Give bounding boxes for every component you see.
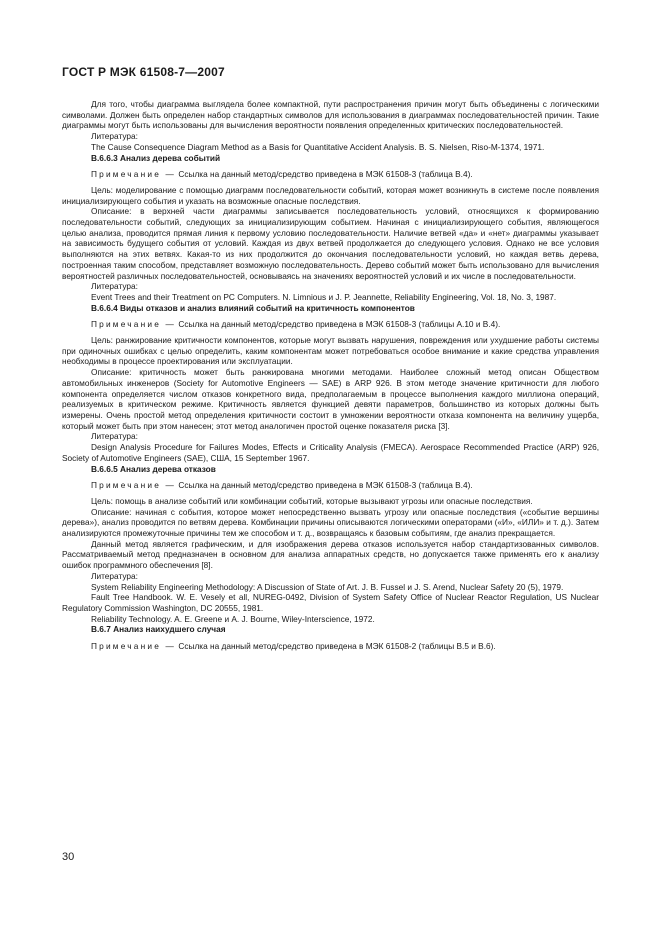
paragraph: Цель: ранжирование критичности компонентов, которые могут вызвать нарушения, повреждения или ухудшение работы системы при одиночных ошибках с целью определить, каким компонентам может потребоваться особое внимание и какие средства управления необходимы в процессе проектирования или эксплуатации. [62, 335, 599, 367]
note-text: Ссылка на данный метод/средство приведена в МЭК 61508-2 (таблицы В.5 и В.6). [178, 641, 496, 652]
note-label: Примечание — [91, 169, 177, 180]
reference: Design Analysis Procedure for Failures Modes, Effects и Criticality Analysis (FMECA). Aerospace Recommended Practice (ARP) 926, Society of Automotive Engineers (SAE), США, 15 September 1967. [62, 442, 599, 463]
references-label: Литература: [91, 570, 138, 581]
note-label: Примечание — [91, 641, 177, 652]
page-content [62, 99, 599, 657]
section-heading: В.6.6.4 Виды отказов и анализ влияний событий на критичность компонентов [91, 302, 415, 313]
paragraph: Описание: критичность может быть ранжирована многими методами. Наиболее сложный метод описан Обществом автомобильных инженеров (Society for Automotive Engineers — SAE) в ARP 926. В этом методе значение критичности для любого компонента определяется числом отказов конкретного вида, предполагаемым в процессе выполнения каждого миллиона операций, реализуемых в критическом режиме. Критичность является функцией девяти параметров, большинство из которых должны быть измерены. Очень простой метод определения критичности состоит в умножении вероятности отказа компонента на величину ущерба, который может быть при этом нанесен; этот метод аналогичен простой оценке показателя риска [3]. [62, 367, 599, 431]
note-text: Ссылка на данный метод/средство приведена в МЭК 61508-3 (таблица В.4). [178, 480, 473, 491]
note [62, 480, 599, 491]
page-header: ГОСТ Р МЭК 61508-7—2007 [62, 65, 225, 79]
paragraph: Описание: начиная с события, которое может непосредственно вызвать угрозу или опасные последствия («событие вершины дерева»), анализ проводится по ветвям дерева. Комбинации причины описываются логическими операторами («И», «ИЛИ» и т. д.). Затем анализируются промежуточные причины тем же способом и т. д., возвращаясь к базовым событиям, где анализ прекращается. [62, 506, 599, 539]
paragraph: Цель: помощь в анализе событий или комбинации событий, которые вызывают угрозы или опасные последствия. [91, 495, 533, 506]
reference: The Cause Consequence Diagram Method as a Basis for Quantitative Accident Analysis. B. S. Nielsen, Riso-M-1374, 1971. [91, 141, 545, 152]
note-label: Примечание — [91, 480, 177, 491]
note-text: Ссылка на данный метод/средство приведена в МЭК 61508-3 (таблицы А.10 и В.4). [178, 319, 501, 330]
reference: System Reliability Engineering Methodology: A Discussion of State of Art. J. B. Fussel и J. S. Arend, Nuclear Safety 20 (5), 1979. [91, 581, 564, 592]
page-number: 30 [62, 851, 75, 863]
note-text: Ссылка на данный метод/средство приведена в МЭК 61508-3 (таблица В.4). [178, 169, 473, 180]
reference: Reliability Technology. A. E. Greene и A. J. Bourne, Wiley-Interscience, 1972. [91, 613, 375, 624]
paragraph: Цель: моделирование с помощью диаграмм последовательности событий, которая может возникнуть в системе после появления инициализирующего события и указать на возможные опасные последствия. [62, 184, 599, 206]
paragraph: Описание: в верхней части диаграммы записывается последовательность условий, относящихся к формированию последовательности событий, следующих за инициализирующим событием. Начиная с инициализирующего события, являющегося целью анализа, проводится прямая линия к первому условию последовательности. Наличие ветвей «да» и «нет» диаграммы указывает на зависимость будущего события от условий. Каждая из двух ветвей продолжается до следующего условия. Однако не все условия выполняются на этих ветвях. Какая-то из них продолжится до окончания последовательности условий, но каждая ветвь дерева, построенная таким способом, представляет возможную последовательность. Дерево событий может быть использовано для вычисления вероятностей различных последовательностей, основываясь на значениях вероятностей условий и их числе в последовательности. [62, 206, 599, 281]
section-heading: В.6.6.3 Анализ дерева событий [91, 152, 221, 163]
section-heading: В.6.7 Анализ наихудшего случая [91, 624, 226, 635]
references-label: Литература: [91, 131, 138, 142]
paragraph: Данный метод является графическим, и для изображения дерева отказов используется набор стандартизованных символов. Рассматриваемый метод предназначен в основном для анализа аппаратных средств, но допускается также применять его к анализу ошибок программного обеспечения [8]. [62, 538, 599, 571]
note [62, 169, 599, 180]
paragraph: Для того, чтобы диаграмма выглядела более компактной, пути распространения причин могут быть объединены с логическими символами. Должен быть определен набор стандартных символов для использования в диаграммах последовательностей причин. Такие диаграммы могут быть использованы для вычисления вероятности появления определенных критических последовательностей. [62, 99, 599, 131]
section-heading: В.6.6.5 Анализ дерева отказов [91, 463, 216, 474]
reference: Event Trees and their Treatment on PC Computers. N. Limnious и J. P. Jeannette, Reliability Engineering, Vol. 18, No. 3, 1987. [91, 291, 557, 302]
references-label: Литература: [91, 431, 138, 442]
note-label: Примечание — [91, 319, 177, 330]
references-label: Литература: [91, 281, 138, 292]
reference: Fault Tree Handbook. W. E. Vesely et all, NUREG-0492, Division of System Safety Office of Nuclear Reactor Regulation, US Nuclear Regulatory Commission Washington, DC 20555, 1981. [62, 592, 599, 613]
note [62, 319, 599, 330]
note [62, 641, 599, 652]
